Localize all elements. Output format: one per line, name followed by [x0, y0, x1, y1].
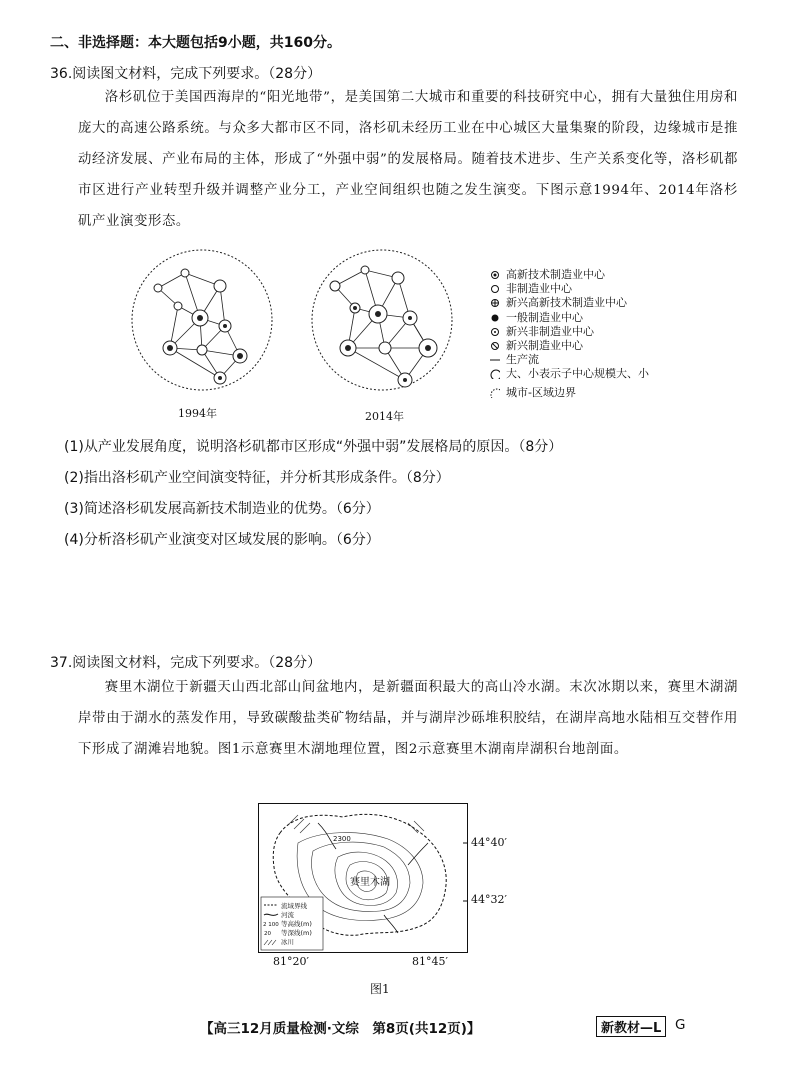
question-37-header: 37.阅读图文材料，完成下列要求。（28分） — [50, 655, 322, 671]
legend-label: 等高线(m) — [281, 920, 312, 928]
legend-row — [490, 268, 649, 282]
label-2014: 2014年 — [365, 410, 404, 423]
lake-map — [258, 803, 468, 953]
figure-1-caption: 图1 — [370, 982, 390, 996]
city-boundary-icon — [490, 388, 500, 398]
contour-label: 2300 — [333, 835, 351, 843]
label-1994: 1994年 — [178, 407, 217, 420]
question-36-part-1: (1)从产业发展角度，说明洛杉矶都市区形成“外强中弱”发展格局的原因。（8分） — [64, 439, 563, 455]
question-36-paragraph: 洛杉矶位于美国西海岸的“阳光地带”，是美国第二大城市和重要的科技研究中心，拥有大量独住用房和庞大的高速公路系统。与众多大都市区不同，洛杉矶未经历工业在中心城区大量集聚的阶段，边缘城市是推动经济发展、产业布局的主体，形成了“外强中弱”的发展格局。随着技术进步、生产关系变化等，洛杉矶都市区进行产业转型升级并调整产业分工，产业空间组织也随之发生演变。下图示意1994年、2014年洛杉矶产业演变形态。 — [78, 90, 738, 229]
emerging-high-tech-center-icon — [490, 298, 500, 308]
legend-row — [490, 367, 649, 381]
legend-label: 新兴非制造业中心 — [506, 324, 594, 338]
legend-row — [490, 353, 649, 367]
diagram-1994 — [130, 248, 275, 408]
isobath-icon: 20 — [264, 931, 271, 937]
diagram-legend — [490, 268, 649, 400]
center-size-icon — [490, 369, 500, 379]
section-title: 二、非选择题：本大题包括9小题，共160分。 — [50, 35, 341, 51]
legend-label: 新兴制造业中心 — [506, 338, 583, 352]
question-36-header: 36.阅读图文材料，完成下列要求。（28分） — [50, 66, 322, 82]
legend-label: 大、小表示子中心规模大、小 — [506, 367, 649, 381]
legend-label: 河流 — [281, 911, 294, 919]
map-legend — [261, 897, 323, 950]
question-36-part-2: (2)指出洛杉矶产业空间演变特征，并分析其形成条件。（8分） — [64, 470, 450, 486]
general-manufacturing-center-icon — [490, 313, 500, 323]
question-37-paragraph: 赛里木湖位于新疆天山西北部山间盆地内，是新疆面积最大的高山冷水湖。末次冰期以来，赛里木湖湖岸带由于湖水的蒸发作用，导致碳酸盐类矿物结晶，并与湖岸沙砾堆积胶结，在湖岸高地水陆相互交替作用下形成了湖滩岩地貌。图1示意赛里木湖地理位置，图2示意赛里木湖南岸湖积台地剖面。 — [78, 680, 738, 757]
question-36-part-4: (4)分析洛杉矶产业演变对区域发展的影响。（6分） — [64, 532, 380, 548]
latitude-bottom: 44°32′ — [471, 893, 507, 906]
question-36-part-3: (3)简述洛杉矶发展高新技术制造业的优势。（6分） — [64, 501, 380, 517]
legend-row — [490, 282, 649, 296]
legend-label: 等深线(m) — [281, 929, 312, 937]
legend-row — [490, 311, 649, 325]
legend-label: 生产流 — [506, 353, 539, 367]
diagram-2014 — [310, 248, 455, 408]
legend-row — [490, 339, 649, 353]
legend-row — [490, 386, 649, 400]
lake-name: 赛里木湖 — [350, 877, 390, 888]
legend-label: 高新技术制造业中心 — [506, 268, 605, 281]
legend-label: 流域界线 — [281, 902, 307, 910]
legend-label: 新兴高新技术制造业中心 — [506, 296, 627, 310]
footer-suffix: G — [675, 1017, 686, 1033]
production-flow-icon — [490, 355, 500, 365]
contour-icon: 2 100 — [263, 922, 279, 928]
longitude-right: 81°45′ — [412, 955, 448, 968]
legend-label: 冰川 — [281, 938, 294, 946]
edition-badge: 新教材—L — [596, 1016, 666, 1037]
legend-label: 非制造业中心 — [506, 282, 572, 296]
longitude-left: 81°20′ — [273, 955, 309, 968]
legend-row — [490, 296, 649, 310]
emerging-manufacturing-center-icon — [490, 341, 500, 351]
emerging-non-manufacturing-center-icon — [490, 327, 500, 337]
high-tech-center-icon — [490, 270, 500, 280]
legend-row — [490, 325, 649, 339]
latitude-top: 44°40′ — [471, 836, 507, 849]
footer-text: 【高三12月质量检测·文综 第8页(共12页)】 — [200, 1021, 481, 1037]
legend-label: 一般制造业中心 — [506, 310, 583, 324]
legend-label: 城市-区域边界 — [506, 385, 576, 399]
non-manufacturing-center-icon — [490, 284, 500, 294]
